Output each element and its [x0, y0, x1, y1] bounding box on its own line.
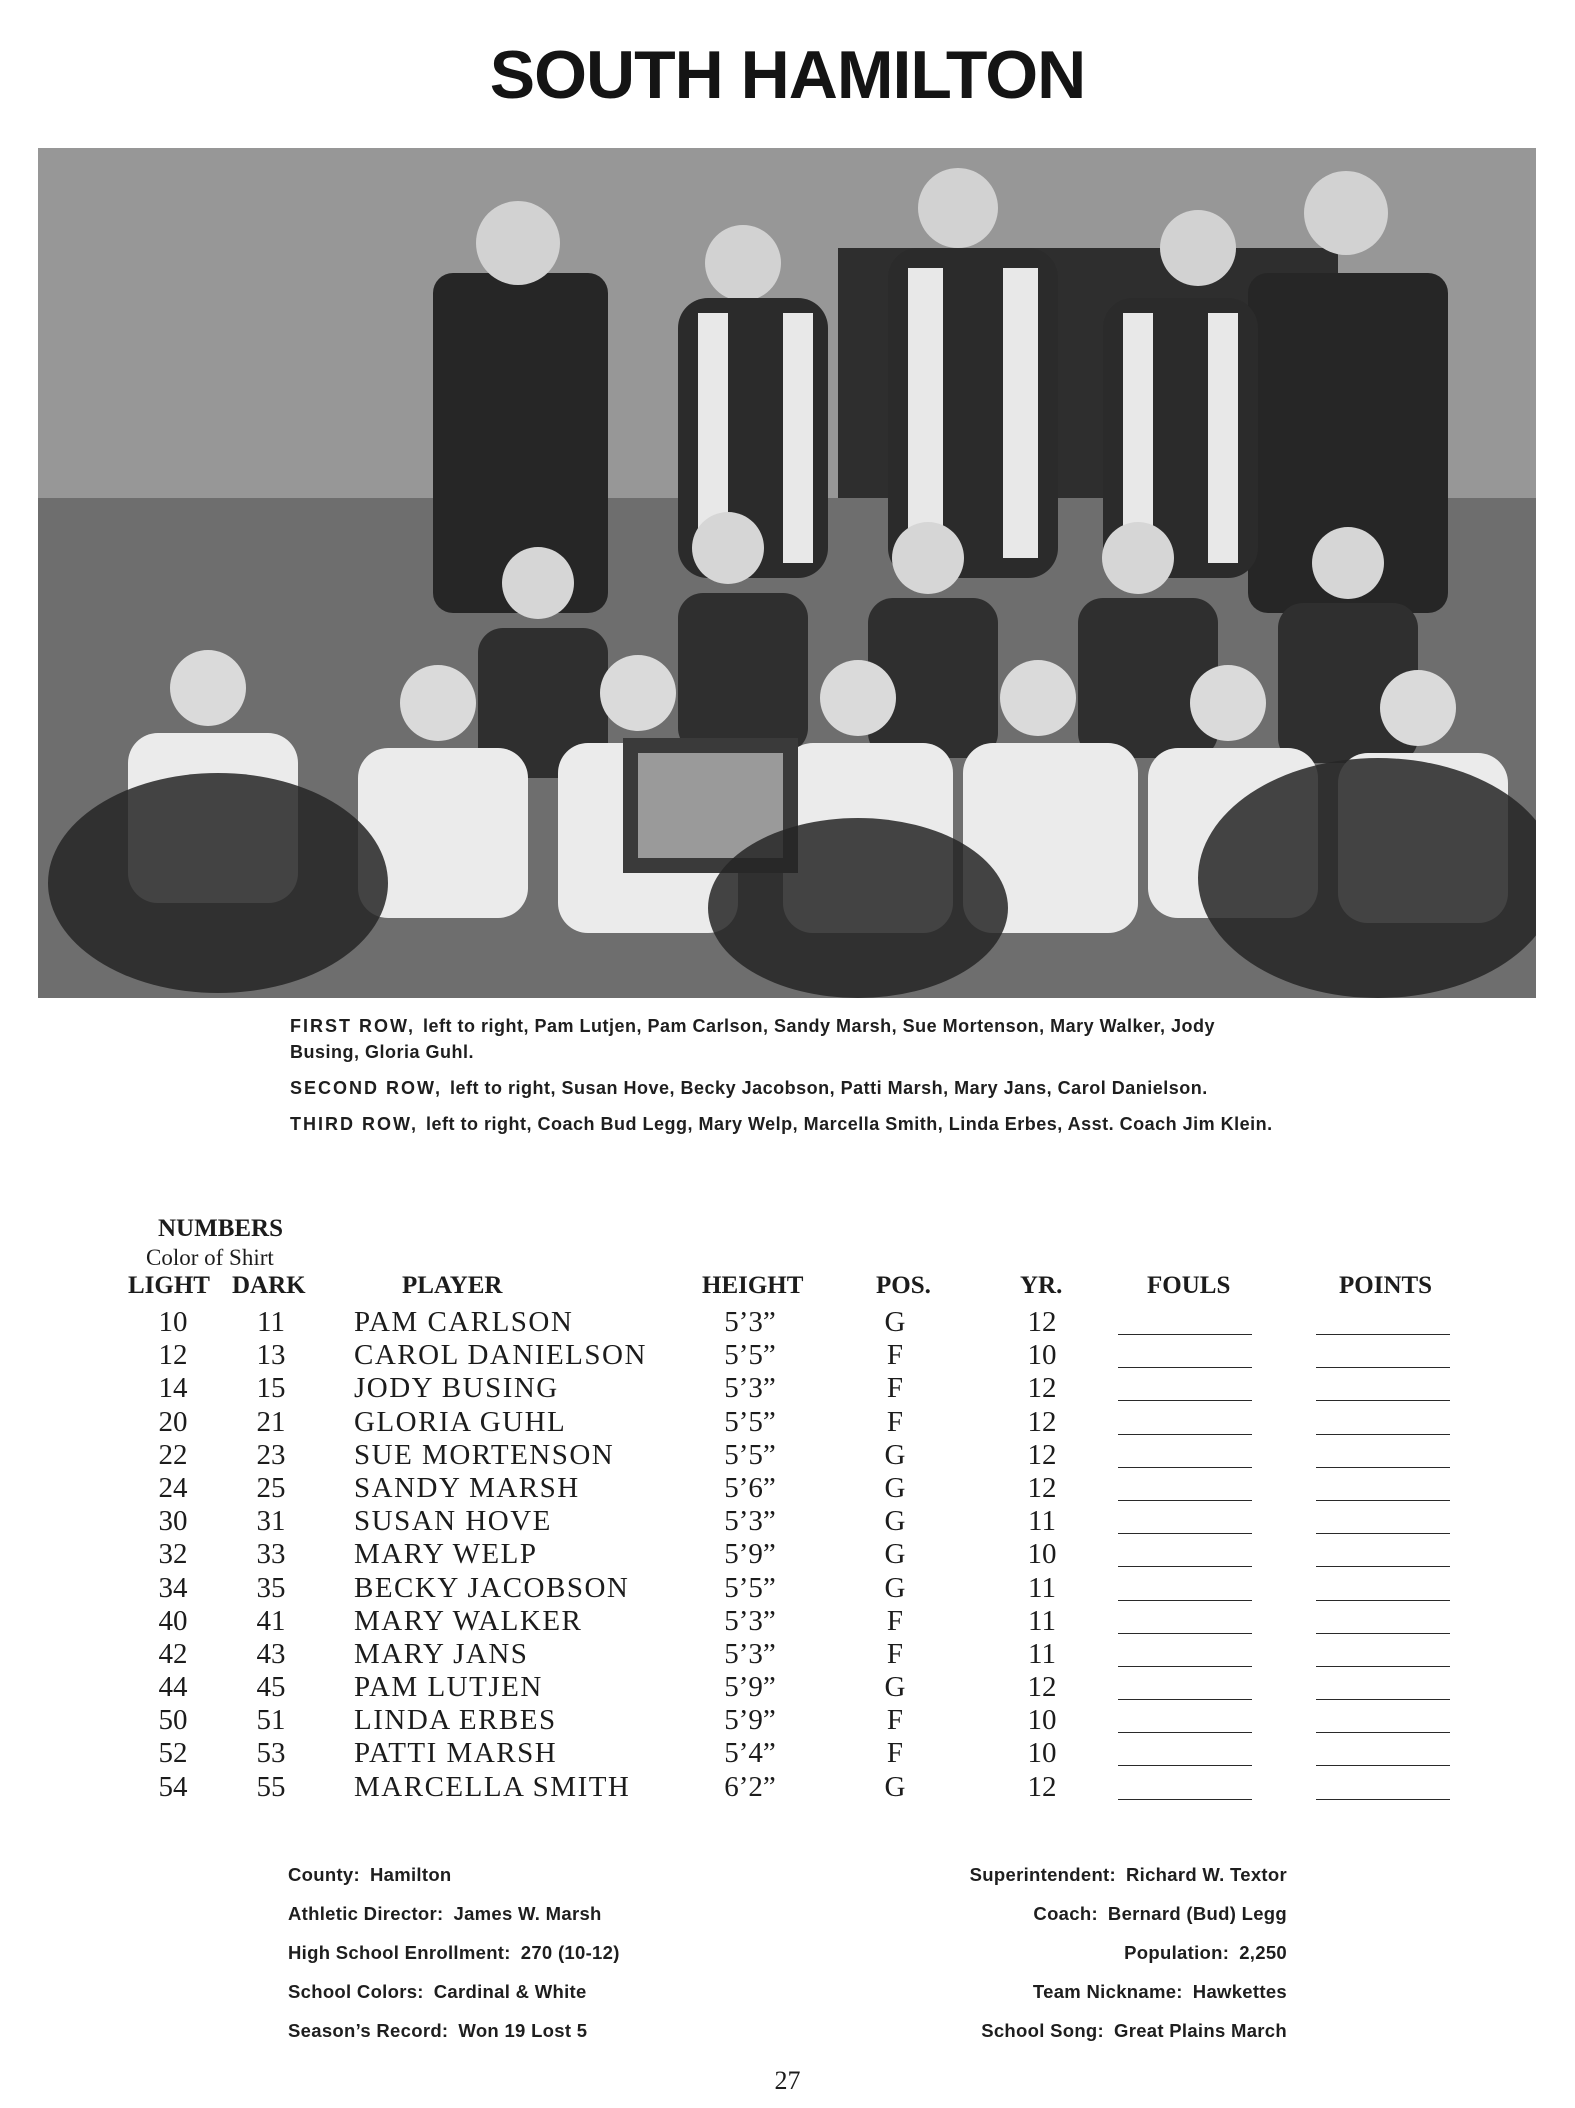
- dark-number: 43: [256, 1637, 286, 1670]
- info-label: Athletic Director:: [288, 1903, 444, 1924]
- col-height: HEIGHT: [702, 1272, 804, 1299]
- player-position: G: [884, 1671, 906, 1704]
- player-name: MARY WALKER: [354, 1604, 583, 1637]
- fouls-blank: [1118, 1500, 1252, 1501]
- info-label: Team Nickname:: [1032, 1981, 1183, 2002]
- info-population: [1124, 1942, 1287, 1964]
- points-blank: [1316, 1600, 1450, 1601]
- table-row: [0, 1439, 1575, 1472]
- player-name: MARCELLA SMITH: [354, 1770, 631, 1803]
- player-position: F: [886, 1637, 904, 1670]
- player-name: PAM CARLSON: [354, 1306, 574, 1338]
- player-position: G: [884, 1505, 906, 1538]
- caption-third-row-text: left to right, Coach Bud Legg, Mary Welp, Marcella Smith, Linda Erbes, Asst. Coach Jim Klein.: [426, 1114, 1273, 1134]
- player-height: 5’3”: [724, 1637, 776, 1670]
- player-year: 11: [1028, 1571, 1056, 1604]
- table-row: [0, 1572, 1575, 1605]
- info-value: Richard W. Textor: [1125, 1864, 1287, 1885]
- table-row: [0, 1505, 1575, 1538]
- fouls-blank: [1118, 1633, 1252, 1634]
- player-height: 5’3”: [724, 1372, 776, 1405]
- player-position: F: [886, 1604, 904, 1637]
- points-blank: [1316, 1666, 1450, 1667]
- light-number: 30: [158, 1505, 188, 1538]
- info-athletic-director: [288, 1903, 602, 1925]
- player-position: G: [884, 1770, 906, 1803]
- info-school-colors: [288, 1981, 587, 2003]
- roster-table: [0, 1306, 1575, 1804]
- player-height: 5’5”: [724, 1438, 776, 1471]
- caption-third-row-label: THIRD ROW,: [290, 1114, 418, 1134]
- fouls-blank: [1118, 1732, 1252, 1733]
- info-label: Superintendent:: [969, 1864, 1116, 1885]
- info-label: High School Enrollment:: [288, 1942, 511, 1963]
- info-team-nickname: [1033, 1981, 1287, 2003]
- player-position: G: [884, 1438, 906, 1471]
- player-position: G: [884, 1471, 906, 1504]
- caption-third-row: [290, 1111, 1285, 1137]
- info-value: Hawkettes: [1192, 1981, 1287, 2002]
- light-number: 32: [158, 1538, 188, 1571]
- player-position: F: [886, 1704, 904, 1737]
- fouls-blank: [1118, 1566, 1252, 1567]
- caption-first-row-text: left to right, Pam Lutjen, Pam Carlson, Sandy Marsh, Sue Mortenson, Mary Walker, Jody Busing, Gloria Guhl.: [290, 1016, 1215, 1062]
- info-value: Bernard (Bud) Legg: [1107, 1903, 1287, 1924]
- info-enrollment: [288, 1942, 620, 1964]
- table-row: [0, 1638, 1575, 1671]
- light-number: 42: [158, 1637, 188, 1670]
- player-height: 5’9”: [724, 1671, 776, 1704]
- fouls-blank: [1118, 1434, 1252, 1435]
- player-height: 5’3”: [724, 1604, 776, 1637]
- player-position: F: [886, 1339, 904, 1372]
- team-photo-illustration: [38, 148, 1536, 998]
- fouls-blank: [1118, 1699, 1252, 1700]
- info-label: Population:: [1124, 1942, 1230, 1963]
- player-position: F: [886, 1737, 904, 1770]
- points-blank: [1316, 1732, 1450, 1733]
- page-title: SOUTH HAMILTON: [489, 37, 1086, 113]
- table-row: [0, 1771, 1575, 1804]
- dark-number: 23: [256, 1438, 286, 1471]
- player-year: 11: [1028, 1505, 1056, 1538]
- fouls-blank: [1118, 1799, 1252, 1800]
- info-school-song: [981, 2020, 1287, 2042]
- light-number: 12: [158, 1339, 188, 1372]
- player-name: GLORIA GUHL: [354, 1405, 567, 1438]
- page-number: 27: [774, 2066, 801, 2095]
- info-value: 270 (10-12): [520, 1942, 620, 1963]
- player-name: SUE MORTENSON: [354, 1438, 615, 1471]
- points-blank: [1316, 1500, 1450, 1501]
- light-number: 44: [158, 1671, 188, 1704]
- light-number: 20: [158, 1405, 188, 1438]
- dark-number: 33: [256, 1538, 286, 1571]
- dark-number: 53: [256, 1737, 286, 1770]
- player-year: 12: [1027, 1306, 1057, 1338]
- caption-first-row-label: FIRST ROW,: [290, 1016, 415, 1036]
- points-blank: [1316, 1799, 1450, 1800]
- dark-number: 13: [256, 1339, 286, 1372]
- player-height: 5’9”: [724, 1704, 776, 1737]
- player-year: 12: [1027, 1438, 1057, 1471]
- shirt-color-heading: Color of Shirt: [146, 1245, 274, 1270]
- player-year: 12: [1027, 1372, 1057, 1405]
- player-year: 12: [1027, 1405, 1057, 1438]
- caption-first-row: [290, 1013, 1285, 1065]
- player-name: CAROL DANIELSON: [354, 1339, 647, 1372]
- dark-number: 51: [256, 1704, 286, 1737]
- points-blank: [1316, 1334, 1450, 1335]
- player-year: 10: [1027, 1538, 1057, 1571]
- info-value: Great Plains March: [1114, 2020, 1287, 2041]
- info-value: Hamilton: [369, 1864, 452, 1885]
- dark-number: 31: [256, 1505, 286, 1538]
- points-blank: [1316, 1633, 1450, 1634]
- points-blank: [1316, 1765, 1450, 1766]
- fouls-blank: [1118, 1367, 1252, 1368]
- col-player: PLAYER: [402, 1272, 503, 1299]
- col-fouls: FOULS: [1147, 1272, 1231, 1299]
- col-light: LIGHT: [128, 1272, 210, 1299]
- info-coach: [1033, 1903, 1287, 1925]
- caption-second-row-text: left to right, Susan Hove, Becky Jacobson, Patti Marsh, Mary Jans, Carol Danielson.: [450, 1078, 1208, 1098]
- player-height: 5’5”: [724, 1339, 776, 1372]
- player-name: SUSAN HOVE: [354, 1505, 552, 1538]
- team-photo: [38, 148, 1536, 998]
- info-value: 2,250: [1239, 1942, 1287, 1963]
- player-position: G: [884, 1538, 906, 1571]
- player-year: 12: [1027, 1471, 1057, 1504]
- player-name: JODY BUSING: [354, 1372, 559, 1405]
- dark-number: 21: [256, 1405, 286, 1438]
- player-position: F: [886, 1372, 904, 1405]
- player-position: F: [886, 1405, 904, 1438]
- points-blank: [1316, 1533, 1450, 1534]
- col-yr: YR.: [1020, 1272, 1063, 1299]
- fouls-blank: [1118, 1666, 1252, 1667]
- info-label: County:: [288, 1864, 360, 1885]
- info-season-record: [288, 2020, 587, 2042]
- light-number: 34: [158, 1571, 188, 1604]
- player-height: 5’6”: [724, 1471, 776, 1504]
- dark-number: 35: [256, 1571, 286, 1604]
- points-blank: [1316, 1400, 1450, 1401]
- light-number: 14: [158, 1372, 188, 1405]
- player-height: 5’3”: [724, 1306, 776, 1338]
- fouls-blank: [1118, 1400, 1252, 1401]
- info-value: Cardinal & White: [433, 1981, 587, 2002]
- table-row: [0, 1605, 1575, 1638]
- info-label: School Song:: [981, 2020, 1104, 2041]
- numbers-heading: NUMBERS: [158, 1215, 284, 1242]
- table-row: [0, 1306, 1575, 1339]
- table-row: [0, 1538, 1575, 1571]
- player-height: 5’4”: [724, 1737, 776, 1770]
- player-position: G: [884, 1306, 906, 1338]
- dark-number: 55: [256, 1770, 286, 1803]
- table-row: [0, 1406, 1575, 1439]
- info-label: School Colors:: [288, 1981, 424, 2002]
- player-year: 12: [1027, 1770, 1057, 1803]
- player-height: 6’2”: [724, 1770, 776, 1803]
- light-number: 50: [158, 1704, 188, 1737]
- player-position: G: [884, 1571, 906, 1604]
- col-points: POINTS: [1339, 1272, 1433, 1299]
- fouls-blank: [1118, 1334, 1252, 1335]
- fouls-blank: [1118, 1467, 1252, 1468]
- table-row: [0, 1339, 1575, 1372]
- table-row: [0, 1372, 1575, 1405]
- player-name: MARY WELP: [354, 1538, 538, 1571]
- player-name: PAM LUTJEN: [354, 1671, 543, 1704]
- info-value: Won 19 Lost 5: [458, 2020, 588, 2041]
- light-number: 54: [158, 1770, 188, 1803]
- player-year: 10: [1027, 1737, 1057, 1770]
- player-name: BECKY JACOBSON: [354, 1571, 630, 1604]
- dark-number: 41: [256, 1604, 286, 1637]
- light-number: 22: [158, 1438, 188, 1471]
- table-row: [0, 1671, 1575, 1704]
- points-blank: [1316, 1467, 1450, 1468]
- info-value: James W. Marsh: [453, 1903, 602, 1924]
- points-blank: [1316, 1699, 1450, 1700]
- fouls-blank: [1118, 1765, 1252, 1766]
- player-height: 5’5”: [724, 1405, 776, 1438]
- dark-number: 45: [256, 1671, 286, 1704]
- player-name: SANDY MARSH: [354, 1471, 580, 1504]
- player-height: 5’5”: [724, 1571, 776, 1604]
- table-row: [0, 1737, 1575, 1770]
- player-year: 12: [1027, 1671, 1057, 1704]
- points-blank: [1316, 1566, 1450, 1567]
- info-label: Season’s Record:: [288, 2020, 449, 2041]
- points-blank: [1316, 1434, 1450, 1435]
- player-year: 10: [1027, 1704, 1057, 1737]
- player-year: 10: [1027, 1339, 1057, 1372]
- light-number: 10: [158, 1306, 188, 1338]
- table-row: [0, 1704, 1575, 1737]
- light-number: 40: [158, 1604, 188, 1637]
- player-name: MARY JANS: [354, 1637, 529, 1670]
- table-row: [0, 1472, 1575, 1505]
- points-blank: [1316, 1367, 1450, 1368]
- col-dark: DARK: [232, 1272, 306, 1299]
- caption-second-row-label: SECOND ROW,: [290, 1078, 443, 1098]
- player-height: 5’3”: [724, 1505, 776, 1538]
- player-height: 5’9”: [724, 1538, 776, 1571]
- col-pos: POS.: [876, 1272, 931, 1299]
- player-year: 11: [1028, 1637, 1056, 1670]
- light-number: 52: [158, 1737, 188, 1770]
- dark-number: 25: [256, 1471, 286, 1504]
- dark-number: 15: [256, 1372, 286, 1405]
- caption-second-row: [290, 1075, 1285, 1101]
- info-label: Coach:: [1033, 1903, 1098, 1924]
- player-name: LINDA ERBES: [354, 1704, 557, 1737]
- fouls-blank: [1118, 1533, 1252, 1534]
- player-year: 11: [1028, 1604, 1056, 1637]
- info-superintendent: [970, 1864, 1287, 1886]
- player-name: PATTI MARSH: [354, 1737, 558, 1770]
- light-number: 24: [158, 1471, 188, 1504]
- info-county: [288, 1864, 452, 1886]
- dark-number: 11: [257, 1306, 285, 1338]
- fouls-blank: [1118, 1600, 1252, 1601]
